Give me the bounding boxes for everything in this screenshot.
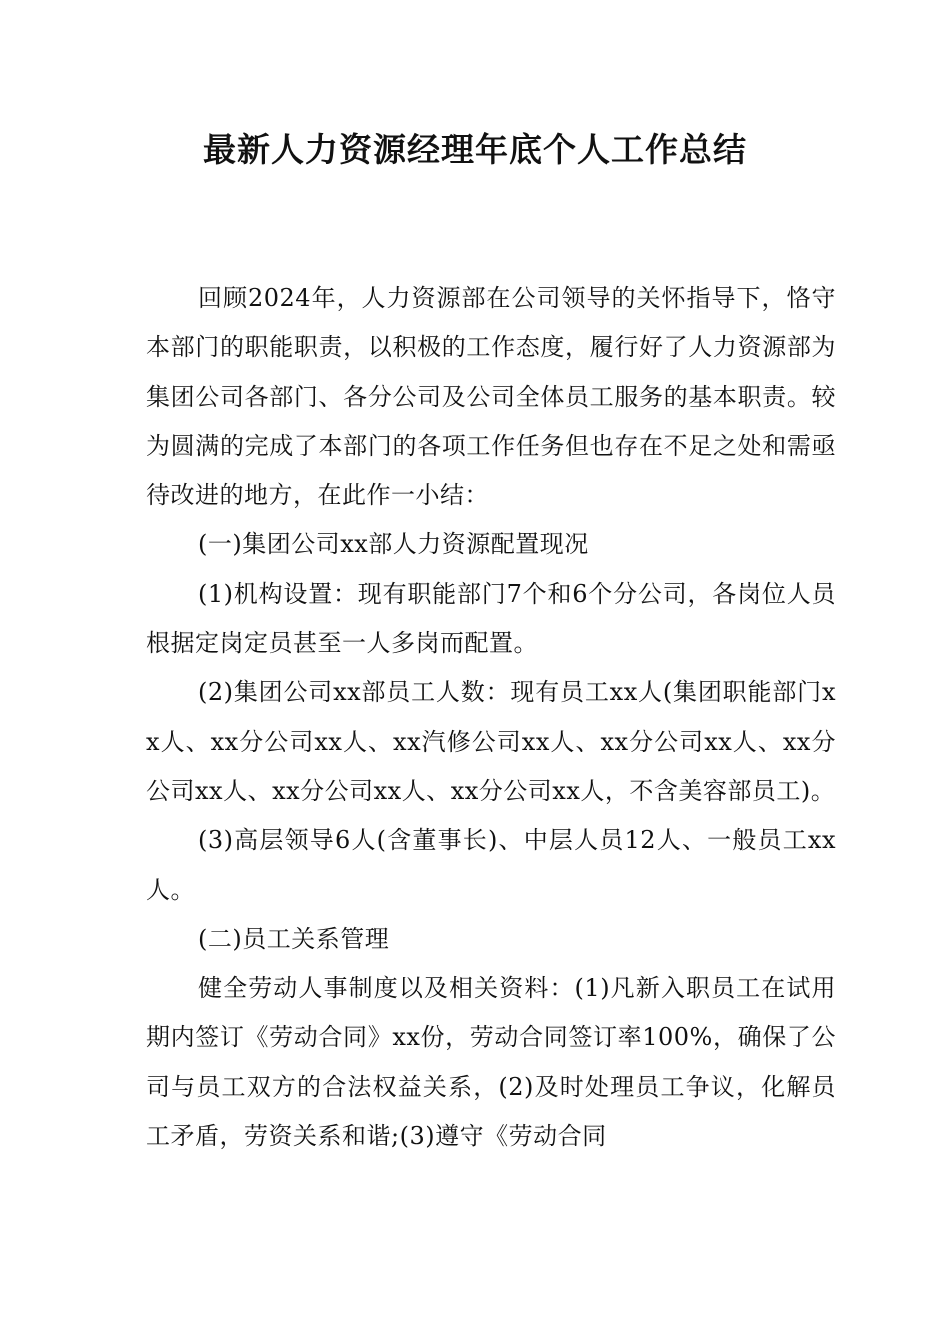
section-heading-staffing: (一)集团公司xx部人力资源配置现况 — [198, 530, 589, 559]
section-heading-employee-relations: (二)员工关系管理 — [198, 924, 390, 953]
paragraph-headcount: (2)集团公司xx部员工人数：现有员工xx人(集团职能部门xx人、xx分公司xx人、xx汽修公司xx人、xx分公司xx人、xx分公司xx人、xx分公司xx人、xx分公司xx人，不含美容部员工)。 — [146, 678, 836, 805]
paragraph-intro: 回顾2024年，人力资源部在公司领导的关怀指导下，恪守本部门的职能职责，以积极的工作态度，履行好了人力资源部为集团公司各部门、各分公司及公司全体员工服务的基本职责。较为圆满的完成了本部门的各项工作任务但也存在不足之处和需亟待改进的地方，在此作一小结： — [146, 284, 836, 510]
paragraph-org-structure: (1)机构设置：现有职能部门7个和6个分公司，各岗位人员根据定岗定员甚至一人多岗而配置。 — [146, 579, 836, 658]
document-title: 最新人力资源经理年底个人工作总结 — [203, 130, 747, 169]
document-body — [146, 274, 836, 1161]
paragraph-staff-levels: (3)高层领导6人(含董事长)、中层人员12人、一般员工xx人。 — [146, 826, 836, 904]
paragraph-labor-system: 健全劳动人事制度以及相关资料：(1)凡新入职员工在试用期内签订《劳动合同》xx份，劳动合同签订率100%，确保了公司与员工双方的合法权益关系，(2)及时处理员工争议，化解员工矛盾，劳资关系和谐;(3)遵守《劳动合同 — [146, 974, 836, 1151]
